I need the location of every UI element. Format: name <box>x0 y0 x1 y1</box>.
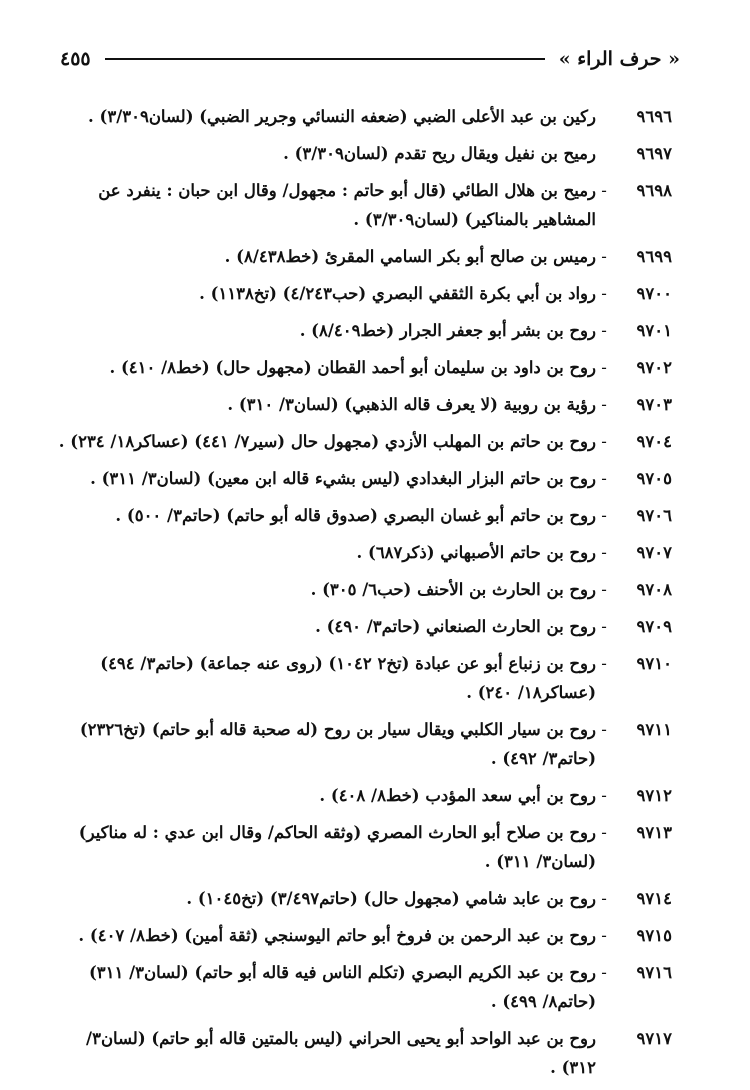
entry-number: ٩٧١٦ <box>636 963 672 982</box>
entry-text: روح بن حاتم بن المهلب الأزدي (مجهول حال (سير٧/ ٤٤١) (عساكر١٨/ ٢٣٤) . <box>58 432 596 451</box>
entry-number: ٩٦٩٧ <box>636 144 672 163</box>
entry-number: ٩٧٠٧ <box>636 543 672 562</box>
list-item <box>50 316 672 345</box>
list-item <box>50 353 672 382</box>
entry-dash: - <box>601 889 607 908</box>
header-rule <box>105 58 545 60</box>
entry-dash: - <box>601 617 607 636</box>
entry-number: ٩٦٩٨ <box>636 181 672 200</box>
entry-number: ٩٧١٧ <box>636 1029 672 1048</box>
entry-text: روح بن عبد الكريم البصري (تكلم الناس فيه قاله أبو حاتم) (لسان٣/ ٣١١) (حاتم٨/ ٤٩٩) . <box>88 963 596 1011</box>
entry-dash: - <box>601 823 607 842</box>
list-item <box>50 279 672 308</box>
list-item <box>50 176 672 234</box>
entry-text: روح بن زنباع أبو عن عبادة (تخ٢ ١٠٤٢) (روى عنه جماعة) (حاتم٣/ ٤٩٤) (عساكر١٨/ ٢٤٠) . <box>100 654 596 702</box>
list-item <box>50 715 672 773</box>
entry-number: ٩٧١١ <box>636 720 672 739</box>
entry-dash: - <box>601 506 607 525</box>
list-item <box>50 242 672 271</box>
entry-dash: - <box>601 321 607 340</box>
entry-list <box>50 102 672 1090</box>
entry-text: روح بن عبد الواحد أبو يحيى الحراني (ليس بالمتين قاله أبو حاتم) (لسان٣/ ٣١٢) . <box>86 1029 596 1077</box>
list-item <box>50 390 672 419</box>
list-item <box>50 427 672 456</box>
list-item <box>50 649 672 707</box>
page-number: ٤٥٥ <box>60 48 91 70</box>
entry-number: ٩٧٠٩ <box>636 617 672 636</box>
entry-text: رميح بن نفيل ويقال ريح تقدم (لسان٣/٣٠٩) . <box>283 144 596 163</box>
entry-text: ركين بن عبد الأعلى الضبي (ضعفه النسائي وجرير الضبي) (لسان٣/٣٠٩) . <box>88 107 596 126</box>
list-item <box>50 781 672 810</box>
entry-dash: - <box>601 654 607 673</box>
entry-number: ٩٧٠٤ <box>636 432 672 451</box>
entry-text: روح بن داود بن سليمان أبو أحمد القطان (مجهول حال) (خط٨/ ٤١٠) . <box>109 358 596 377</box>
entry-text: روح بن أبي سعد المؤدب (خط٨/ ٤٠٨) . <box>319 786 596 805</box>
entry-number: ٩٧٠٠ <box>636 284 672 303</box>
entry-number: ٩٧٠٦ <box>636 506 672 525</box>
list-item <box>50 464 672 493</box>
entry-text: روح بن بشر أبو جعفر الجرار (خط٨/٤٠٩) . <box>299 321 596 340</box>
list-item <box>50 538 672 567</box>
list-item <box>50 612 672 641</box>
entry-dash: - <box>601 720 607 739</box>
entry-dash: - <box>601 358 607 377</box>
list-item <box>50 102 672 131</box>
entry-dash: - <box>601 926 607 945</box>
entry-text: روح بن عابد شامي (مجهول حال) (حاتم٣/٤٩٧) (تخ١٠٤٥) . <box>186 889 596 908</box>
entry-number: ٩٧١٥ <box>636 926 672 945</box>
entry-dash: - <box>601 284 607 303</box>
entry-dash: - <box>601 786 607 805</box>
entry-number: ٩٧١٤ <box>636 889 672 908</box>
entry-text: روح بن حاتم البزار البغدادي (ليس بشيء قاله ابن معين) (لسان٣/ ٣١١) . <box>90 469 596 488</box>
entry-text: روح بن عبد الرحمن بن فروخ أبو حاتم اليوسنجي (ثقة أمين) (خط٨/ ٤٠٧) . <box>78 926 596 945</box>
entry-text: رميس بن صالح أبو بكر السامي المقرئ (خط٨/٤٣٨) . <box>224 247 596 266</box>
entry-text: روح بن حاتم الأصبهاني (ذكر٦٨٧) . <box>356 543 596 562</box>
entry-number: ٩٦٩٩ <box>636 247 672 266</box>
entry-number: ٩٦٩٦ <box>636 107 672 126</box>
entry-dash: - <box>601 181 607 200</box>
entry-dash: - <box>601 432 607 451</box>
entry-dash: - <box>601 580 607 599</box>
entry-text: روح بن الحارث بن الأحنف (حب٦/ ٣٠٥) . <box>310 580 596 599</box>
entry-dash: - <box>601 395 607 414</box>
entry-text: رميح بن هلال الطائي (قال أبو حاتم : مجهول/ وقال ابن حبان : ينفرد عن المشاهير بالمناكير) (لسان٣/٣٠٩) . <box>98 181 596 229</box>
entry-number: ٩٧١٠ <box>636 654 672 673</box>
list-item <box>50 575 672 604</box>
entry-dash: - <box>601 469 607 488</box>
entry-number: ٩٧١٣ <box>636 823 672 842</box>
entry-number: ٩٧٠٨ <box>636 580 672 599</box>
entry-number: ٩٧٠١ <box>636 321 672 340</box>
entry-dash: - <box>601 543 607 562</box>
entry-text: روح بن صلاح أبو الحارث المصري (وثقه الحاكم/ وقال ابن عدي : له مناكير) (لسان٣/ ٣١١) . <box>78 823 596 871</box>
list-item <box>50 958 672 1016</box>
list-item <box>50 139 672 168</box>
entry-number: ٩٧٠٣ <box>636 395 672 414</box>
entry-dash: - <box>601 963 607 982</box>
entry-text: روح بن الحارث الصنعاني (حاتم٣/ ٤٩٠) . <box>315 617 596 636</box>
entry-number: ٩٧١٢ <box>636 786 672 805</box>
entry-dash: - <box>601 247 607 266</box>
entry-number: ٩٧٠٥ <box>636 469 672 488</box>
page-header <box>60 44 680 74</box>
list-item <box>50 884 672 913</box>
list-item <box>50 1024 672 1082</box>
entry-text: رواد بن أبي بكرة الثقفي البصري (حب٤/٢٤٣) (تخ١١٣٨) . <box>199 284 596 303</box>
list-item <box>50 921 672 950</box>
entry-text: روح بن سيار الكلبي ويقال سيار بن روح (له صحبة قاله أبو حاتم) (تخ٢٣٢٦) (حاتم٣/ ٤٩٢) . <box>79 720 596 768</box>
list-item <box>50 818 672 876</box>
list-item <box>50 501 672 530</box>
chapter-title: « حرف الراء » <box>558 48 680 70</box>
entry-number: ٩٧٠٢ <box>636 358 672 377</box>
entry-text: روح بن حاتم أبو غسان البصري (صدوق قاله أبو حاتم) (حاتم٣/ ٥٠٠) . <box>115 506 596 525</box>
entry-text: رؤية بن روبية (لا يعرف قاله الذهبي) (لسان٣/ ٣١٠) . <box>227 395 596 414</box>
